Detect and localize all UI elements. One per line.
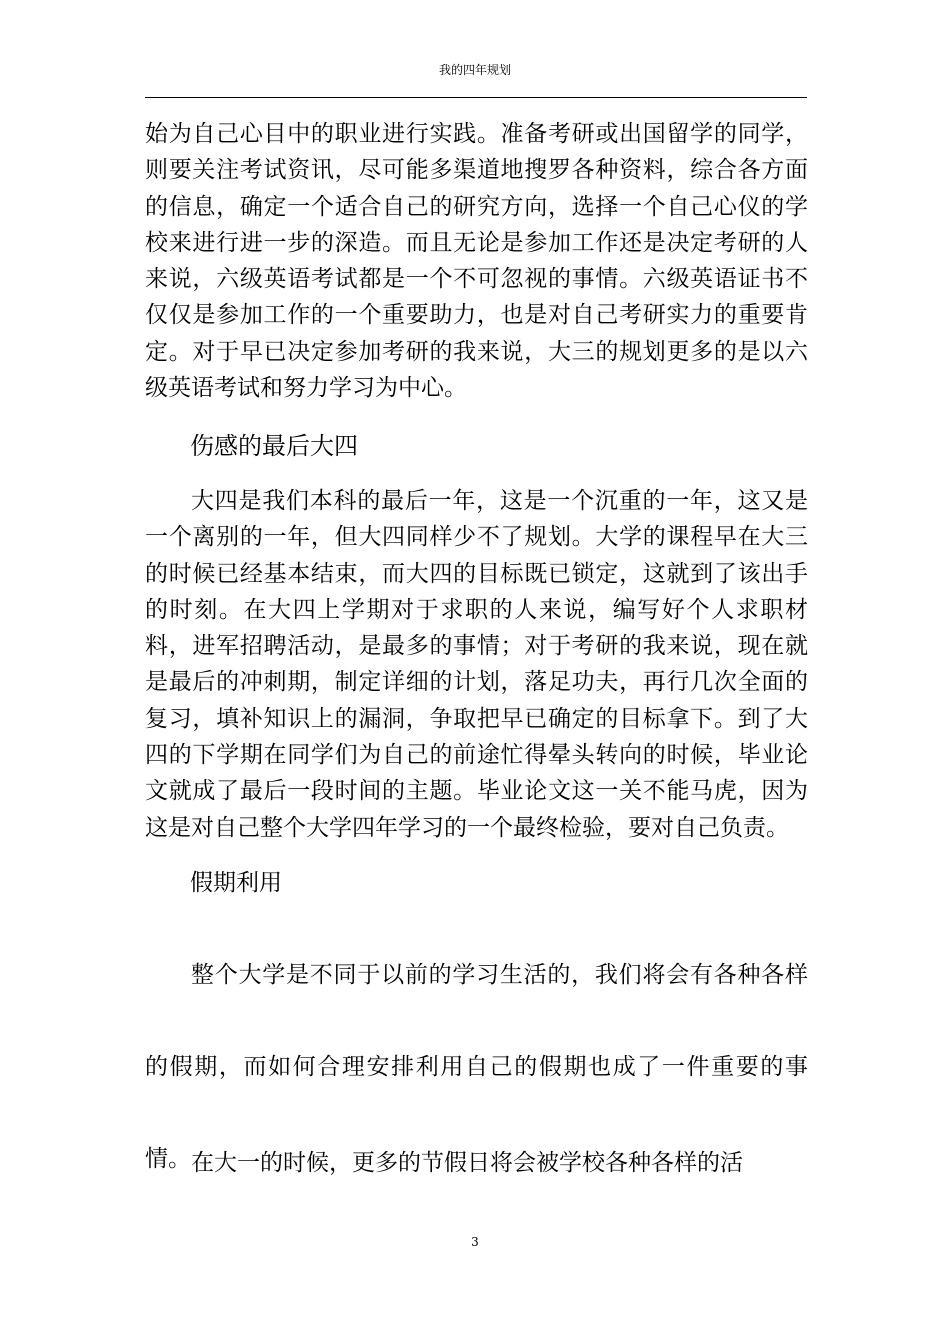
body-paragraph: 始为自己心目中的职业进行实践。准备考研或出国留学的同学，则要关注考试资讯，尽可能多渠道地搜罗各种资料，综合各方面的信息，确定一个适合自己的研究方向，选择一个自己心仪的学校来进行进一步的深造。而且无论是参加工作还是决定考研的人来说，六级英语考试都是一个不可忽视的事情。六级英语证书不仅仅是参加工作的一个重要助力，也是对自己考研实力的重要肯定。对于早已决定参加考研的我来说，大三的规划更多的是以六级英语考试和努力学习为中心。 <box>145 121 808 402</box>
section-heading: 假期利用 <box>190 870 282 896</box>
section-heading: 伤感的最后大四 <box>190 432 358 460</box>
page-number: 3 <box>471 1235 479 1249</box>
body-paragraph: 在大一的时候，更多的节假日将会被学校各种各样的活 <box>191 1150 743 1176</box>
page-header-title: 我的四年规划 <box>438 63 511 77</box>
body-paragraph: 大四是我们本科的最后一年，这是一个沉重的一年，这又是一个离别的一年，但大四同样少不了规划。大学的课程早在大三的时候已经基本结束，而大四的目标既已锁定，这就到了该出手的时刻。在大四上学期对于求职的人来说，编写好个人求职材料，进军招聘活动，是最多的事情；对于考研的我来说，现在就是最后的冲刺期，制定详细的计划，落足功夫，再行几次全面的复习，填补知识上的漏洞，争取把早已确定的目标拿下。到了大四的下学期在同学们为自己的前途忙得晕头转向的时候，毕业论文就成了最后一段时间的主题。毕业论文这一关不能马虎，因为这是对自己整个大学四年学习的一个最终检验，要对自己负责。 <box>145 488 808 841</box>
header-divider <box>145 97 807 98</box>
body-paragraph: 整个大学是不同于以前的学习生活的，我们将会有各种各样的假期，而如何合理安排利用自己的假期也成了一件重要的事情。 <box>145 962 808 1172</box>
